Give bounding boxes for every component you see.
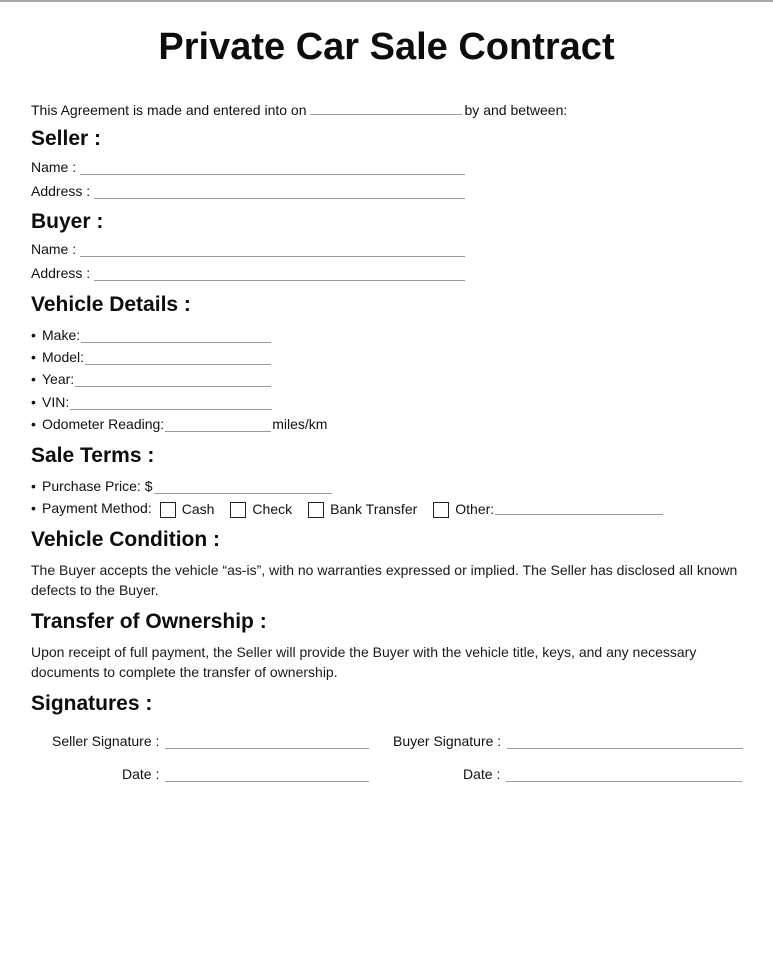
payment-option-other[interactable] — [433, 499, 663, 516]
bullet: • — [31, 478, 36, 494]
payment-option-check[interactable] — [230, 500, 292, 516]
bullet: • — [31, 371, 36, 387]
bullet: • — [31, 500, 36, 516]
payment-options — [160, 499, 663, 516]
seller-address-label: Address : — [31, 183, 91, 199]
vin-row — [31, 393, 272, 410]
odometer-label: Odometer Reading: — [42, 416, 165, 432]
other-label: Other: — [455, 500, 495, 517]
cash-label: Cash — [181, 501, 215, 517]
seller-name-label: Name : — [31, 159, 77, 175]
seller-signature-field[interactable] — [165, 732, 369, 749]
vehicle-condition-text: The Buyer accepts the vehicle “as-is”, with no warranties expressed or implied. The Seller has disclosed all known defects to the Buyer. — [31, 562, 738, 598]
transfer-ownership-heading: Transfer of Ownership : — [31, 610, 267, 633]
bullet: • — [31, 327, 36, 343]
agreement-date-field[interactable] — [310, 100, 462, 115]
buyer-signature-field[interactable] — [507, 732, 743, 749]
seller-name-field[interactable] — [80, 158, 465, 175]
odometer-row — [31, 415, 327, 432]
buyer-date-field[interactable] — [506, 765, 742, 782]
intro-text-before: This Agreement is made and entered into on — [31, 102, 307, 118]
odometer-unit: miles/km — [272, 416, 328, 432]
model-field[interactable] — [85, 348, 271, 365]
buyer-date-row — [463, 765, 742, 782]
year-field[interactable] — [75, 370, 271, 387]
model-row — [31, 348, 271, 365]
seller-date-label: Date : — [122, 766, 160, 782]
bullet: • — [31, 416, 36, 432]
purchase-price-label: Purchase Price: $ — [42, 478, 153, 494]
vehicle-details-heading: Vehicle Details : — [31, 293, 191, 316]
buyer-address-field[interactable] — [94, 264, 465, 281]
buyer-address-label: Address : — [31, 265, 91, 281]
bank-transfer-checkbox[interactable] — [308, 502, 324, 518]
seller-date-row — [122, 765, 369, 782]
intro-text-after: by and between: — [464, 102, 568, 118]
payment-option-bank-transfer[interactable] — [308, 500, 417, 516]
make-label: Make: — [42, 327, 81, 343]
seller-name-row — [31, 158, 465, 175]
model-label: Model: — [42, 349, 85, 365]
bank-transfer-label: Bank Transfer — [330, 501, 418, 517]
sale-terms-heading: Sale Terms : — [31, 444, 155, 467]
purchase-price-row — [31, 477, 332, 494]
seller-signature-label: Seller Signature : — [52, 733, 160, 749]
buyer-signature-row — [393, 732, 743, 749]
make-row — [31, 326, 271, 343]
buyer-signature-label: Buyer Signature : — [393, 733, 502, 749]
buyer-date-label: Date : — [463, 766, 501, 782]
seller-address-row — [31, 182, 465, 199]
signatures-heading: Signatures : — [31, 692, 153, 715]
bullet: • — [31, 349, 36, 365]
seller-heading: Seller : — [31, 127, 102, 150]
cash-checkbox[interactable] — [160, 502, 176, 518]
payment-method-label: Payment Method: — [42, 500, 152, 516]
buyer-address-row — [31, 264, 465, 281]
check-checkbox[interactable] — [230, 502, 246, 518]
payment-option-cash[interactable] — [160, 500, 215, 516]
agreement-intro — [31, 100, 567, 118]
year-label: Year: — [42, 371, 75, 387]
vin-label: VIN: — [42, 394, 70, 410]
odometer-field[interactable] — [165, 415, 271, 432]
seller-date-field[interactable] — [165, 765, 369, 782]
other-field[interactable] — [495, 498, 663, 515]
buyer-name-row — [31, 240, 465, 257]
seller-signature-row — [52, 732, 369, 749]
payment-method-row — [31, 499, 663, 516]
transfer-ownership-text: Upon receipt of full payment, the Seller will provide the Buyer with the vehicle title, keys, and any necessary documents to complete the transfer of ownership. — [31, 644, 697, 680]
seller-address-field[interactable] — [94, 182, 465, 199]
purchase-price-field[interactable] — [154, 477, 332, 494]
vin-field[interactable] — [70, 393, 272, 410]
make-field[interactable] — [81, 326, 271, 343]
page-title: Private Car Sale Contract — [158, 26, 615, 68]
check-label: Check — [252, 501, 293, 517]
other-checkbox[interactable] — [433, 502, 449, 518]
year-row — [31, 370, 271, 387]
vehicle-condition-heading: Vehicle Condition : — [31, 528, 221, 551]
bullet: • — [31, 394, 36, 410]
buyer-name-field[interactable] — [80, 240, 465, 257]
buyer-name-label: Name : — [31, 241, 77, 257]
buyer-heading: Buyer : — [31, 210, 104, 233]
